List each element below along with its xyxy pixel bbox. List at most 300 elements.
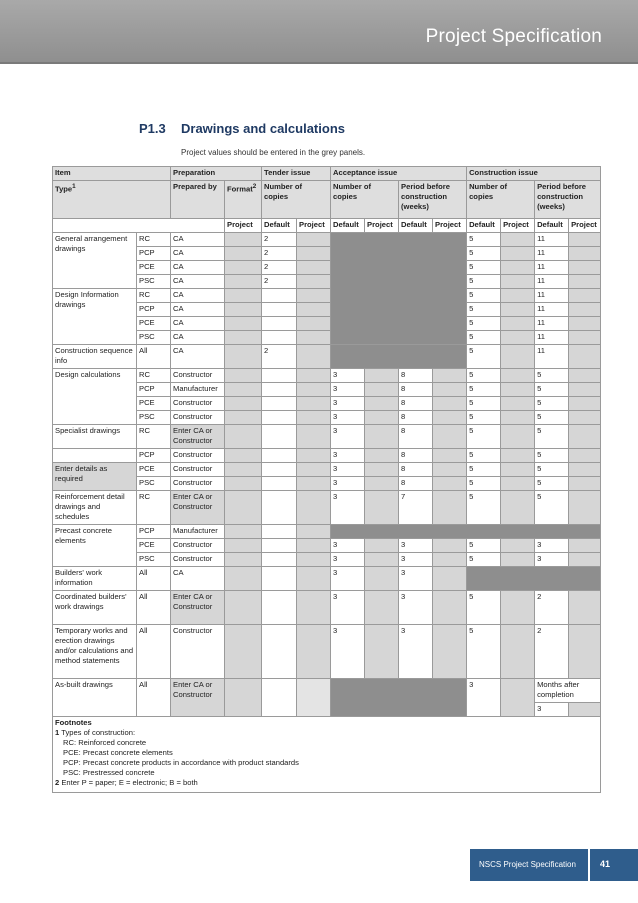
tender-default bbox=[262, 591, 297, 625]
format-input[interactable] bbox=[225, 567, 262, 591]
footnote-psc: PSC: Prestressed concrete bbox=[63, 768, 155, 777]
format-input[interactable] bbox=[225, 317, 262, 331]
th-format-project: Project bbox=[225, 219, 262, 233]
table-row bbox=[53, 449, 601, 463]
con-period-input[interactable] bbox=[569, 303, 601, 317]
tender-default bbox=[262, 679, 297, 717]
acc-copies-input[interactable] bbox=[365, 625, 399, 679]
item-label: As-built drawings bbox=[53, 679, 137, 717]
format-input[interactable] bbox=[225, 411, 262, 425]
acc-period-input[interactable] bbox=[433, 491, 467, 525]
con-copies-input[interactable] bbox=[501, 553, 535, 567]
table-row bbox=[53, 591, 601, 625]
acc-period-input[interactable] bbox=[433, 591, 467, 625]
format-input[interactable] bbox=[225, 625, 262, 679]
item-label bbox=[53, 449, 137, 463]
th-acceptance-period: Period before construction (weeks) bbox=[399, 181, 467, 219]
format-input[interactable] bbox=[225, 275, 262, 289]
th-construction-issue: Construction issue bbox=[467, 167, 601, 181]
table-subheader-row bbox=[53, 181, 601, 219]
format-input[interactable] bbox=[225, 539, 262, 553]
table-row bbox=[53, 525, 601, 539]
con-period-input[interactable] bbox=[569, 539, 601, 553]
footnote-pce: PCE: Precast concrete elements bbox=[63, 748, 173, 757]
con-period-input[interactable] bbox=[569, 275, 601, 289]
tender-default bbox=[262, 369, 297, 383]
prepared-by-input[interactable]: Enter CA or Constructor bbox=[171, 591, 225, 625]
con-copies-input[interactable] bbox=[501, 449, 535, 463]
prepared-by-input[interactable]: Enter CA or Constructor bbox=[171, 425, 225, 449]
format-input[interactable] bbox=[225, 233, 262, 247]
item-label: Temporary works and erection drawings and/or calculations and method statements bbox=[53, 625, 137, 679]
con-copies-input[interactable] bbox=[501, 233, 535, 247]
tender-default bbox=[262, 317, 297, 331]
na-panel bbox=[331, 679, 467, 717]
prepared-by-input[interactable]: Enter CA or Constructor bbox=[171, 491, 225, 525]
con-period-input[interactable] bbox=[569, 553, 601, 567]
prepared-by-cell: Manufacturer bbox=[171, 525, 225, 539]
con-copies-default: 5 bbox=[467, 477, 501, 491]
con-period-input[interactable] bbox=[569, 233, 601, 247]
table-row bbox=[53, 425, 601, 449]
th-acc-period-project: Project bbox=[433, 219, 467, 233]
tender-default bbox=[262, 411, 297, 425]
tender-project-input[interactable] bbox=[297, 233, 331, 247]
footer-label: NSCS Project Specification bbox=[470, 849, 588, 881]
tender-default bbox=[262, 425, 297, 449]
tender-project-input[interactable] bbox=[297, 679, 331, 717]
type-cell: PSC bbox=[137, 477, 171, 491]
acc-period-default: 8 bbox=[399, 397, 433, 411]
con-copies-default: 5 bbox=[467, 411, 501, 425]
con-period-default: 5 bbox=[535, 449, 569, 463]
tender-project-input[interactable] bbox=[297, 345, 331, 369]
acc-period-input[interactable] bbox=[433, 477, 467, 491]
acc-period-input[interactable] bbox=[433, 411, 467, 425]
con-period-input[interactable] bbox=[569, 369, 601, 383]
type-cell: RC bbox=[137, 425, 171, 449]
type-cell: All bbox=[137, 567, 171, 591]
section-title: Drawings and calculations bbox=[181, 121, 345, 136]
con-period-input[interactable] bbox=[569, 383, 601, 397]
item-label: Construction sequence info bbox=[53, 345, 137, 369]
prepared-by-cell: Constructor bbox=[171, 463, 225, 477]
con-period-default: 2 bbox=[535, 591, 569, 625]
con-period-input[interactable] bbox=[569, 411, 601, 425]
con-period-default: 3 bbox=[535, 703, 569, 717]
con-period-input[interactable] bbox=[569, 449, 601, 463]
footnotes-row bbox=[53, 717, 601, 793]
type-cell: RC bbox=[137, 289, 171, 303]
con-period-default: 5 bbox=[535, 477, 569, 491]
acc-copies-default: 3 bbox=[331, 411, 365, 425]
type-cell: All bbox=[137, 679, 171, 717]
tender-project-input[interactable] bbox=[297, 247, 331, 261]
acc-period-default: 3 bbox=[399, 539, 433, 553]
con-copies-default: 5 bbox=[467, 425, 501, 449]
con-copies-default: 5 bbox=[467, 449, 501, 463]
tender-default bbox=[262, 477, 297, 491]
tender-project-input[interactable] bbox=[297, 275, 331, 289]
acc-period-input[interactable] bbox=[433, 449, 467, 463]
tender-project-input[interactable] bbox=[297, 369, 331, 383]
con-period-default: 11 bbox=[535, 261, 569, 275]
format-input[interactable] bbox=[225, 289, 262, 303]
con-copies-default: 5 bbox=[467, 345, 501, 369]
tender-project-input[interactable] bbox=[297, 331, 331, 345]
table-header-row bbox=[53, 167, 601, 181]
table-row bbox=[53, 233, 601, 247]
item-label: Coordinated builders' work drawings bbox=[53, 591, 137, 625]
type-cell: PCE bbox=[137, 539, 171, 553]
tender-project-input[interactable] bbox=[297, 567, 331, 591]
th-con-period-project: Project bbox=[569, 219, 601, 233]
con-copies-default: 5 bbox=[467, 289, 501, 303]
prepared-by-cell: Constructor bbox=[171, 477, 225, 491]
prepared-by-cell: CA bbox=[171, 247, 225, 261]
tender-project-input[interactable] bbox=[297, 289, 331, 303]
acc-period-input[interactable] bbox=[433, 397, 467, 411]
format-input[interactable] bbox=[225, 525, 262, 539]
tender-default: 2 bbox=[262, 275, 297, 289]
con-period-input[interactable] bbox=[569, 317, 601, 331]
acc-copies-default: 3 bbox=[331, 369, 365, 383]
con-period-default: 5 bbox=[535, 369, 569, 383]
con-copies-input[interactable] bbox=[501, 303, 535, 317]
type-cell: PCP bbox=[137, 383, 171, 397]
header-bar bbox=[0, 0, 638, 64]
section-note: Project values should be entered in the grey panels. bbox=[181, 148, 366, 157]
con-period-default: 3 bbox=[535, 553, 569, 567]
th-acceptance-copies: Number of copies bbox=[331, 181, 399, 219]
acc-copies-input[interactable] bbox=[365, 411, 399, 425]
type-cell: PCP bbox=[137, 525, 171, 539]
format-input[interactable] bbox=[225, 397, 262, 411]
acc-copies-input[interactable] bbox=[365, 477, 399, 491]
format-input[interactable] bbox=[225, 477, 262, 491]
con-copies-input[interactable] bbox=[501, 397, 535, 411]
con-copies-default: 5 bbox=[467, 397, 501, 411]
acc-copies-input[interactable] bbox=[365, 491, 399, 525]
con-period-default: 11 bbox=[535, 317, 569, 331]
con-copies-input[interactable] bbox=[501, 491, 535, 525]
acc-period-default: 8 bbox=[399, 425, 433, 449]
item-label: Reinforcement detail drawings and schedules bbox=[53, 491, 137, 525]
th-construction-period: Period before construction (weeks) bbox=[535, 181, 601, 219]
section-number: P1.3 bbox=[139, 121, 166, 136]
con-copies-default: 3 bbox=[467, 679, 501, 717]
acc-copies-input[interactable] bbox=[365, 463, 399, 477]
acc-copies-input[interactable] bbox=[365, 383, 399, 397]
type-cell: PCE bbox=[137, 317, 171, 331]
th-tender-issue: Tender issue bbox=[262, 167, 331, 181]
prepared-by-cell: Constructor bbox=[171, 449, 225, 463]
con-copies-input[interactable] bbox=[501, 275, 535, 289]
prepared-by-cell: CA bbox=[171, 317, 225, 331]
acc-copies-input[interactable] bbox=[365, 449, 399, 463]
con-period-input[interactable] bbox=[569, 425, 601, 449]
th-acc-copies-project: Project bbox=[365, 219, 399, 233]
format-input[interactable] bbox=[225, 331, 262, 345]
prepared-by-cell: CA bbox=[171, 233, 225, 247]
item-details-input[interactable]: Enter details as required bbox=[53, 463, 137, 491]
format-input[interactable] bbox=[225, 261, 262, 275]
table-row bbox=[53, 491, 601, 525]
con-copies-default: 5 bbox=[467, 317, 501, 331]
prepared-by-input[interactable]: Enter CA or Constructor bbox=[171, 679, 225, 717]
prepared-by-cell: CA bbox=[171, 275, 225, 289]
acc-copies-input[interactable] bbox=[365, 539, 399, 553]
acc-period-default: 8 bbox=[399, 369, 433, 383]
tender-project-input[interactable] bbox=[297, 383, 331, 397]
con-copies-default: 5 bbox=[467, 383, 501, 397]
th-format: Format$^2$ bbox=[225, 181, 262, 219]
tender-default bbox=[262, 525, 297, 539]
tender-default: 2 bbox=[262, 345, 297, 369]
type-cell: PCP bbox=[137, 247, 171, 261]
con-period-default: 5 bbox=[535, 411, 569, 425]
tender-default bbox=[262, 303, 297, 317]
type-cell: PSC bbox=[137, 275, 171, 289]
tender-project-input[interactable] bbox=[297, 491, 331, 525]
tender-default bbox=[262, 449, 297, 463]
con-copies-default: 5 bbox=[467, 275, 501, 289]
acc-period-default: 8 bbox=[399, 463, 433, 477]
acc-copies-default: 3 bbox=[331, 449, 365, 463]
tender-project-input[interactable] bbox=[297, 553, 331, 567]
acc-period-input[interactable] bbox=[433, 567, 467, 591]
acc-period-default: 7 bbox=[399, 491, 433, 525]
tender-project-input[interactable] bbox=[297, 539, 331, 553]
con-period-input[interactable] bbox=[569, 397, 601, 411]
con-copies-input[interactable] bbox=[501, 345, 535, 369]
th-acc-period-default: Default bbox=[399, 219, 433, 233]
acc-period-default: 8 bbox=[399, 411, 433, 425]
prepared-by-cell: CA bbox=[171, 345, 225, 369]
prepared-by-cell: Constructor bbox=[171, 369, 225, 383]
con-copies-input[interactable] bbox=[501, 247, 535, 261]
con-copies-input[interactable] bbox=[501, 625, 535, 679]
con-period-default: 11 bbox=[535, 303, 569, 317]
format-input[interactable] bbox=[225, 679, 262, 717]
tender-project-input[interactable] bbox=[297, 397, 331, 411]
na-panel bbox=[331, 525, 601, 539]
th-type: Type$^1$ bbox=[53, 181, 171, 219]
tender-default bbox=[262, 553, 297, 567]
th-tender-default: Default bbox=[262, 219, 297, 233]
tender-project-input[interactable] bbox=[297, 525, 331, 539]
con-period-default: 11 bbox=[535, 331, 569, 345]
con-copies-input[interactable] bbox=[501, 539, 535, 553]
th-acc-copies-default: Default bbox=[331, 219, 365, 233]
con-copies-default: 5 bbox=[467, 331, 501, 345]
header-title: Project Specification bbox=[425, 26, 602, 47]
tender-default bbox=[262, 289, 297, 303]
con-copies-input[interactable] bbox=[501, 411, 535, 425]
format-input[interactable] bbox=[225, 383, 262, 397]
con-period-input[interactable] bbox=[569, 477, 601, 491]
footnote-1: 1 Types of construction: bbox=[55, 728, 136, 737]
con-copies-input[interactable] bbox=[501, 261, 535, 275]
con-period-input[interactable] bbox=[569, 247, 601, 261]
tender-project-input[interactable] bbox=[297, 477, 331, 491]
th-tender-copies: Number of copies bbox=[262, 181, 331, 219]
acc-period-default: 8 bbox=[399, 477, 433, 491]
tender-project-input[interactable] bbox=[297, 625, 331, 679]
th-con-copies-project: Project bbox=[501, 219, 535, 233]
con-period-default: 5 bbox=[535, 397, 569, 411]
tender-default bbox=[262, 625, 297, 679]
table-row bbox=[53, 679, 601, 703]
con-period-input[interactable] bbox=[569, 289, 601, 303]
type-cell: PCE bbox=[137, 261, 171, 275]
acc-period-input[interactable] bbox=[433, 539, 467, 553]
format-input[interactable] bbox=[225, 553, 262, 567]
prepared-by-cell: CA bbox=[171, 261, 225, 275]
con-copies-input[interactable] bbox=[501, 477, 535, 491]
acc-copies-default: 3 bbox=[331, 397, 365, 411]
tender-default bbox=[262, 397, 297, 411]
acc-period-input[interactable] bbox=[433, 383, 467, 397]
con-period-default: 5 bbox=[535, 463, 569, 477]
format-input[interactable] bbox=[225, 247, 262, 261]
con-copies-input[interactable] bbox=[501, 425, 535, 449]
table-row bbox=[53, 625, 601, 679]
prepared-by-cell: Manufacturer bbox=[171, 383, 225, 397]
tender-default bbox=[262, 539, 297, 553]
acc-copies-default: 3 bbox=[331, 477, 365, 491]
con-period-input[interactable] bbox=[569, 703, 601, 717]
tender-project-input[interactable] bbox=[297, 411, 331, 425]
con-copies-default: 5 bbox=[467, 553, 501, 567]
type-cell: All bbox=[137, 591, 171, 625]
con-period-input[interactable] bbox=[569, 345, 601, 369]
th-con-period-default: Default bbox=[535, 219, 569, 233]
tender-project-input[interactable] bbox=[297, 449, 331, 463]
con-copies-default: 5 bbox=[467, 625, 501, 679]
con-copies-input[interactable] bbox=[501, 369, 535, 383]
con-period-input[interactable] bbox=[569, 463, 601, 477]
table-column-labels bbox=[53, 219, 601, 233]
acc-copies-input[interactable] bbox=[365, 425, 399, 449]
con-copies-input[interactable] bbox=[501, 331, 535, 345]
acc-copies-default: 3 bbox=[331, 625, 365, 679]
prepared-by-cell: Constructor bbox=[171, 625, 225, 679]
page-number: 41 bbox=[590, 849, 638, 881]
acc-period-input[interactable] bbox=[433, 425, 467, 449]
prepared-by-cell: Constructor bbox=[171, 553, 225, 567]
na-panel bbox=[331, 345, 467, 369]
acc-period-default: 3 bbox=[399, 567, 433, 591]
th-acceptance-issue: Acceptance issue bbox=[331, 167, 467, 181]
acc-period-input[interactable] bbox=[433, 463, 467, 477]
con-copies-default: 5 bbox=[467, 303, 501, 317]
table-row bbox=[53, 369, 601, 383]
type-cell: All bbox=[137, 625, 171, 679]
acc-copies-default: 3 bbox=[331, 491, 365, 525]
con-copies-default: 5 bbox=[467, 491, 501, 525]
acc-copies-input[interactable] bbox=[365, 591, 399, 625]
acc-copies-default: 3 bbox=[331, 383, 365, 397]
tender-project-input[interactable] bbox=[297, 591, 331, 625]
item-label: Builders' work information bbox=[53, 567, 137, 591]
th-prepared-by: Prepared by bbox=[171, 181, 225, 219]
tender-project-input[interactable] bbox=[297, 425, 331, 449]
prepared-by-cell: CA bbox=[171, 289, 225, 303]
con-period-input[interactable] bbox=[569, 491, 601, 525]
footnotes bbox=[53, 717, 601, 793]
con-copies-default: 5 bbox=[467, 233, 501, 247]
con-period-default: 11 bbox=[535, 345, 569, 369]
con-copies-input[interactable] bbox=[501, 679, 535, 717]
con-period-default: 11 bbox=[535, 233, 569, 247]
acc-period-input[interactable] bbox=[433, 553, 467, 567]
acc-period-default: 8 bbox=[399, 383, 433, 397]
con-period-input[interactable] bbox=[569, 591, 601, 625]
tender-default bbox=[262, 491, 297, 525]
tender-default bbox=[262, 463, 297, 477]
type-cell: PCP bbox=[137, 303, 171, 317]
acc-copies-default: 3 bbox=[331, 591, 365, 625]
format-input[interactable] bbox=[225, 463, 262, 477]
format-input[interactable] bbox=[225, 425, 262, 449]
table-row bbox=[53, 289, 601, 303]
footnote-pcp: PCP: Precast concrete products in accordance with product standards bbox=[63, 758, 299, 767]
acc-copies-default: 3 bbox=[331, 567, 365, 591]
tender-project-input[interactable] bbox=[297, 303, 331, 317]
tender-default: 2 bbox=[262, 261, 297, 275]
acc-period-input[interactable] bbox=[433, 625, 467, 679]
na-panel bbox=[467, 567, 601, 591]
con-period-input[interactable] bbox=[569, 625, 601, 679]
format-input[interactable] bbox=[225, 491, 262, 525]
footnotes-title: Footnotes bbox=[55, 718, 92, 727]
th-preparation: Preparation bbox=[171, 167, 262, 181]
acc-period-input[interactable] bbox=[433, 369, 467, 383]
format-input[interactable] bbox=[225, 369, 262, 383]
tender-project-input[interactable] bbox=[297, 463, 331, 477]
table-row bbox=[53, 463, 601, 477]
acc-copies-default: 3 bbox=[331, 539, 365, 553]
con-period-input[interactable] bbox=[569, 331, 601, 345]
con-copies-input[interactable] bbox=[501, 463, 535, 477]
con-period-input[interactable] bbox=[569, 261, 601, 275]
acc-period-default: 3 bbox=[399, 625, 433, 679]
tender-project-input[interactable] bbox=[297, 317, 331, 331]
drawings-table bbox=[52, 166, 601, 793]
acc-period-default: 8 bbox=[399, 449, 433, 463]
con-copies-input[interactable] bbox=[501, 289, 535, 303]
format-input[interactable] bbox=[225, 449, 262, 463]
con-copies-default: 5 bbox=[467, 261, 501, 275]
con-period-default: 5 bbox=[535, 383, 569, 397]
con-copies-input[interactable] bbox=[501, 383, 535, 397]
acc-copies-input[interactable] bbox=[365, 553, 399, 567]
acc-copies-input[interactable] bbox=[365, 397, 399, 411]
con-copies-input[interactable] bbox=[501, 591, 535, 625]
format-input[interactable] bbox=[225, 303, 262, 317]
acc-copies-input[interactable] bbox=[365, 567, 399, 591]
format-input[interactable] bbox=[225, 591, 262, 625]
acc-copies-input[interactable] bbox=[365, 369, 399, 383]
type-cell: PSC bbox=[137, 553, 171, 567]
footnote-rc: RC: Reinforced concrete bbox=[63, 738, 147, 747]
con-copies-input[interactable] bbox=[501, 317, 535, 331]
format-input[interactable] bbox=[225, 345, 262, 369]
con-copies-default: 5 bbox=[467, 591, 501, 625]
tender-project-input[interactable] bbox=[297, 261, 331, 275]
type-cell: All bbox=[137, 345, 171, 369]
